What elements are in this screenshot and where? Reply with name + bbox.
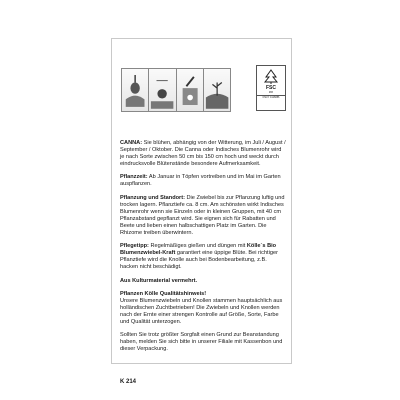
pflege-body-2: garantiert eine üppige Blüte. Bei richtiger Pflanztiefe wird die Knolle auch bei Bodenbearbeitung, z.B. hacken nicht beschädigt.	[120, 250, 278, 271]
paragraph-canna	[120, 140, 286, 168]
pflege-heading: Pflegetipp:	[120, 243, 149, 250]
paragraph-pflegetipp	[120, 243, 286, 271]
pflege-body-1: Regelmäßiges gießen und düngen mit	[148, 243, 247, 250]
quality-body: Unsere Blumenzwiebeln und Knollen stammen hauptsächlich aus holländischen Zuchtbetrieben! Die Zwiebeln und Knollen werden nach der Ernte einer strengen Kontrolle auf Größe, Sorte, Farbe und Qualität unterzogen.	[120, 297, 283, 325]
pflanzzeit-heading: Pflanzzeit:	[120, 174, 148, 181]
pflanzung-body: Die Zwiebel bis zur Pflanzung luftig und trocken lagern. Pflanztiefe ca. 8 cm. Am schönsten wirkt Indisches Blumenrohr wenn sie Einzeln oder in kleinen Gruppen, mit 40 cm Pflanzabstand gepflanzt wird. Sie eignen sich für Rabatten und Beete und lieben einen halbschattigen Platz im Garten. Die Rhizome treiben überwintern.	[120, 194, 285, 237]
step-4-icon	[204, 69, 230, 111]
paragraph-pflanzzeit	[120, 174, 286, 188]
fsc-badge	[256, 65, 286, 111]
product-label-card	[111, 38, 292, 385]
quality-heading: Pflanzen Kölle Qualitätshinweis!	[120, 290, 207, 297]
fsc-name: FSC	[266, 85, 276, 91]
vermehrt-note: Aus Kulturmaterial vermehrt.	[120, 277, 198, 284]
fsc-mix: MIX	[268, 91, 274, 94]
paragraph-pflanzung	[120, 195, 286, 238]
pflanzzeit-body: Ab Januar in Töpfen vortreiben und im Mai im Garten auspflanzen.	[120, 174, 281, 188]
article-code: K 214	[120, 379, 137, 385]
fsc-code: FSC® C116886	[257, 95, 285, 99]
paragraph-complaint: Sollten Sie trotz größter Sorgfalt einen Grund zur Beanstandung haben, melden Sie sich bitte in unserer Filiale mit Kassenbon und dieser Verpackung.	[120, 332, 283, 353]
step-3-icon	[177, 69, 204, 111]
canna-body: Sie blühen, abhängig von der Witterung, im Juli / August / September / Oktober. Die Canna oder Indisches Blumenrohr wird je nach Sorte zwischen 50 cm bis 150 cm hoch und weckt durch eindrucksvolle Blütenstände besondere Aufmerksamkeit.	[120, 140, 286, 168]
step-1-icon	[122, 69, 149, 111]
fsc-tree-icon	[263, 69, 279, 85]
label-text	[120, 140, 286, 359]
pflanzung-heading: Pflanzung und Standort:	[120, 194, 185, 201]
pflege-brand: Kölle´s Bio Blumenzwiebel-Kraft	[120, 243, 277, 257]
paragraph-quality	[120, 291, 286, 326]
step-2-icon	[149, 69, 176, 111]
canna-heading: CANNA:	[120, 140, 143, 146]
planting-steps-strip	[121, 68, 231, 112]
